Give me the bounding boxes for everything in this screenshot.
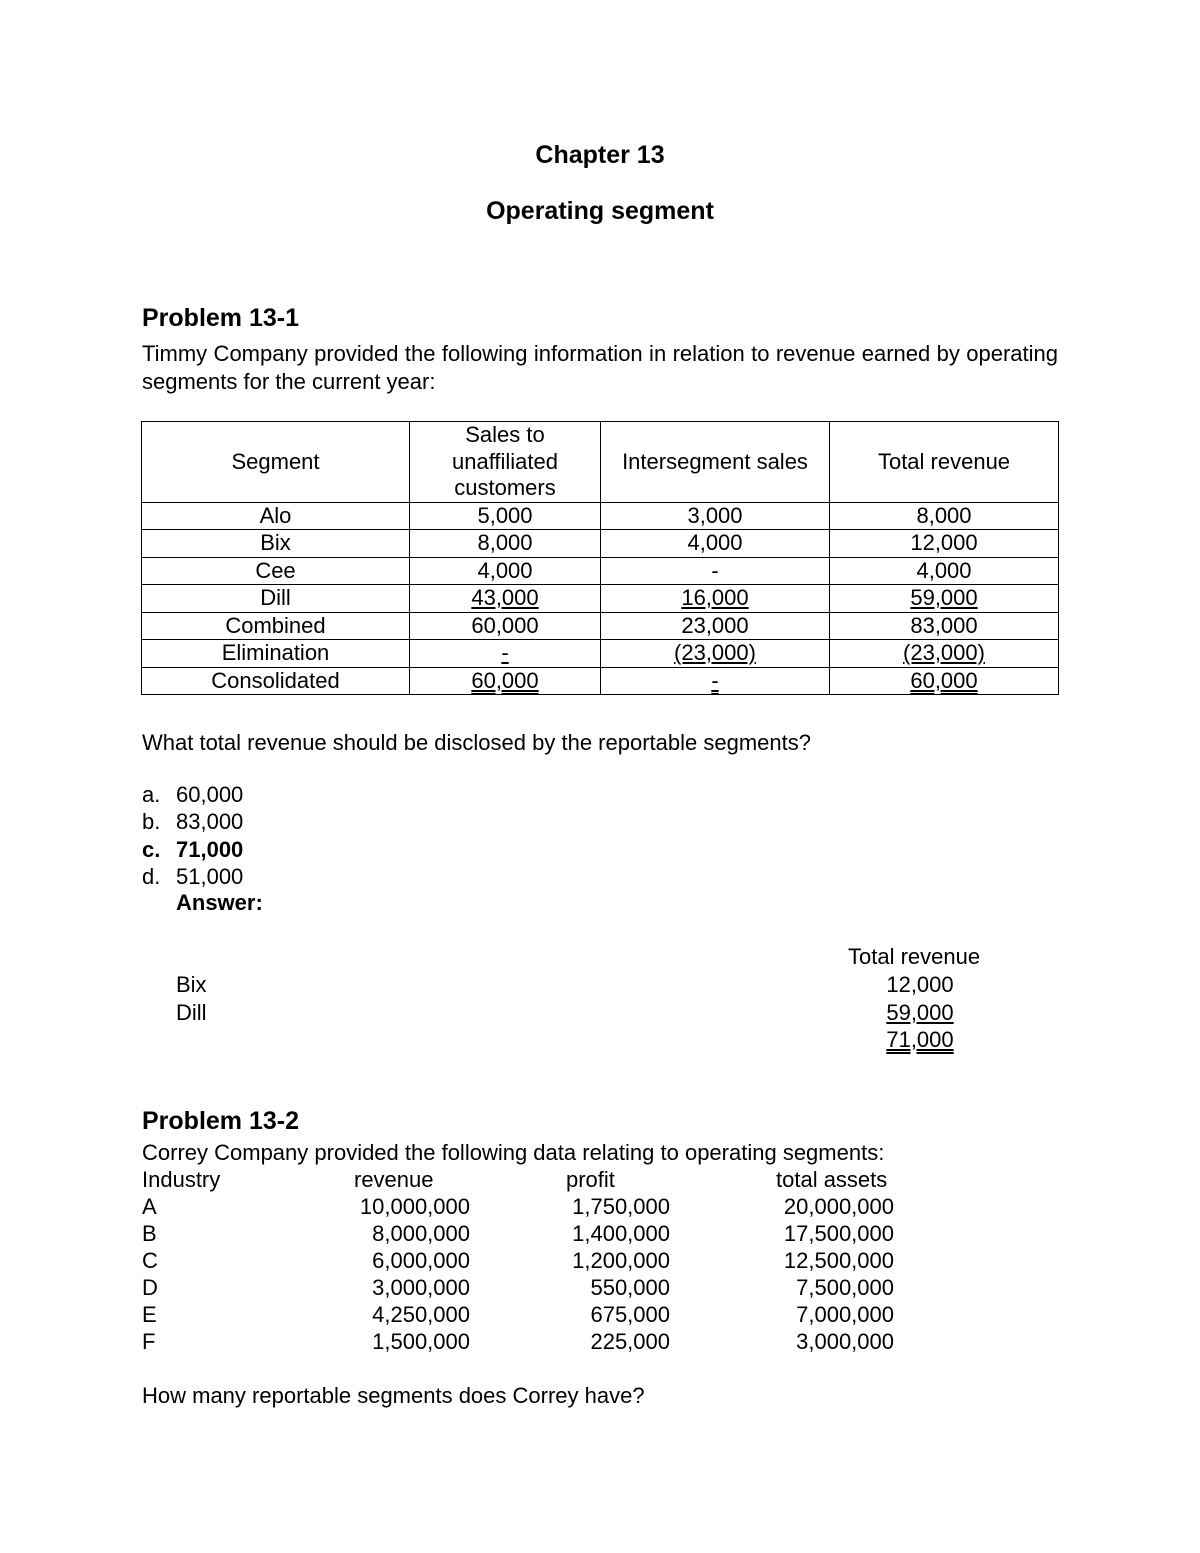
- answer-value-underlined: 59,000: [886, 1000, 954, 1025]
- cell-value: 59,000: [910, 585, 978, 610]
- problem-1-intro: Timmy Company provided the following information in relation to revenue earned by operating segments for the current year:: [142, 341, 1058, 394]
- cell-intersegment: [601, 640, 830, 668]
- cell-total: 4,000: [830, 557, 1059, 585]
- answer-choices: [142, 781, 243, 891]
- cell-intersegment: -: [601, 557, 830, 585]
- industry-profit: 225,000: [590, 1329, 670, 1354]
- answer-row-name: Bix: [176, 972, 207, 997]
- industry-profit: 1,400,000: [572, 1221, 670, 1246]
- problem-2-question: How many reportable segments does Correy have?: [142, 1383, 645, 1408]
- industry-assets: 20,000,000: [783, 1194, 894, 1219]
- cell-segment: Bix: [142, 530, 410, 558]
- header-revenue: revenue: [354, 1167, 434, 1192]
- cell-sales: 8,000: [410, 530, 601, 558]
- table-row: [142, 640, 1059, 668]
- answer-column-header: Total revenue: [848, 944, 981, 969]
- industry-name: D: [142, 1275, 158, 1300]
- industry-profit: 550,000: [590, 1275, 670, 1300]
- header-industry: Industry: [142, 1167, 221, 1192]
- cell-intersegment: 3,000: [601, 502, 830, 530]
- answer-total-value: 71,000: [886, 1027, 954, 1052]
- table-row: [142, 585, 1059, 613]
- cell-total: 8,000: [830, 502, 1059, 530]
- industry-revenue: 4,250,000: [372, 1302, 470, 1327]
- choice-label: c.: [142, 836, 161, 862]
- cell-intersegment: 4,000: [601, 530, 830, 558]
- cell-segment: Consolidated: [142, 667, 410, 695]
- cell-value: 43,000: [471, 585, 539, 610]
- segment-revenue-table: [141, 421, 1059, 695]
- industry-revenue: 1,500,000: [372, 1329, 470, 1354]
- industry-assets: 3,000,000: [796, 1329, 894, 1354]
- choice-label: a.: [142, 782, 161, 807]
- chapter-subtitle: Operating segment: [486, 197, 714, 225]
- industry-assets: 17,500,000: [783, 1221, 894, 1246]
- choice-a: [142, 781, 243, 808]
- cell-value: (23,000): [903, 640, 985, 665]
- industry-revenue: 6,000,000: [372, 1248, 470, 1273]
- problem-1-heading: Problem 13-1: [142, 304, 300, 332]
- choice-b: [142, 808, 243, 835]
- cell-value: (23,000): [674, 640, 756, 665]
- answer-label: Answer:: [176, 890, 263, 915]
- answer-row-value: [820, 999, 1020, 1026]
- cell-sales: 5,000: [410, 502, 601, 530]
- industry-name: A: [142, 1194, 157, 1219]
- choice-label: d.: [142, 864, 161, 890]
- industry-name: E: [142, 1302, 157, 1327]
- problem-1-question: What total revenue should be disclosed by the reportable segments?: [142, 730, 811, 755]
- cell-segment: Dill: [142, 585, 410, 613]
- cell-sales: [410, 667, 601, 695]
- cell-value: 60,000: [910, 667, 978, 693]
- header-segment: Segment: [142, 422, 410, 503]
- industry-assets: 12,500,000: [783, 1248, 894, 1273]
- industry-profit: 1,750,000: [572, 1194, 670, 1219]
- answer-total: [820, 1026, 1020, 1053]
- industry-name: F: [142, 1329, 156, 1354]
- table-row: [142, 530, 1059, 558]
- cell-segment: Combined: [142, 612, 410, 640]
- cell-total: [830, 667, 1059, 695]
- industry-assets: 7,000,000: [796, 1302, 894, 1327]
- cell-segment: Elimination: [142, 640, 410, 668]
- industry-profit: 1,200,000: [572, 1248, 670, 1273]
- choice-value: 83,000: [176, 809, 244, 835]
- answer-row-value: 12,000: [886, 972, 954, 997]
- cell-total: 83,000: [830, 612, 1059, 640]
- header-total-revenue: Total revenue: [830, 422, 1059, 503]
- cell-value: 16,000: [681, 585, 749, 610]
- cell-intersegment: [601, 667, 830, 695]
- cell-value: -: [501, 640, 509, 665]
- industry-revenue: 8,000,000: [372, 1221, 470, 1246]
- choice-value: 51,000: [176, 864, 244, 890]
- choice-value: 60,000: [176, 782, 244, 807]
- cell-intersegment: 23,000: [601, 612, 830, 640]
- answer-row-name: Dill: [176, 1000, 207, 1025]
- chapter-title: Chapter 13: [535, 141, 665, 169]
- industry-name: C: [142, 1248, 158, 1273]
- industry-revenue: 10,000,000: [359, 1194, 470, 1219]
- table-row: [142, 557, 1059, 585]
- cell-segment: Cee: [142, 557, 410, 585]
- cell-total: 12,000: [830, 530, 1059, 558]
- table-header-row: [142, 422, 1059, 503]
- problem-2-intro: Correy Company provided the following data relating to operating segments:: [142, 1140, 885, 1165]
- industry-name: B: [142, 1221, 157, 1246]
- header-sales-unaffiliated: Sales to unaffiliated customers: [410, 422, 601, 503]
- cell-sales: [410, 585, 601, 613]
- cell-sales: 4,000: [410, 557, 601, 585]
- choice-d: [142, 863, 243, 890]
- industry-assets: 7,500,000: [796, 1275, 894, 1300]
- cell-value: -: [711, 667, 719, 693]
- industry-profit: 675,000: [590, 1302, 670, 1327]
- cell-sales: 60,000: [410, 612, 601, 640]
- choice-c-correct: [142, 836, 243, 863]
- table-row: [142, 667, 1059, 695]
- problem-2-heading: Problem 13-2: [142, 1107, 300, 1135]
- table-row: [142, 612, 1059, 640]
- industry-revenue: 3,000,000: [372, 1275, 470, 1300]
- cell-sales: [410, 640, 601, 668]
- header-profit: profit: [566, 1167, 615, 1192]
- header-intersegment-sales: Intersegment sales: [601, 422, 830, 503]
- table-row: [142, 502, 1059, 530]
- choice-value: 71,000: [176, 836, 244, 862]
- cell-value: 60,000: [471, 667, 539, 693]
- cell-intersegment: [601, 585, 830, 613]
- header-total-assets: total assets: [776, 1167, 888, 1192]
- cell-total: [830, 585, 1059, 613]
- choice-label: b.: [142, 809, 161, 835]
- cell-segment: Alo: [142, 502, 410, 530]
- cell-total: [830, 640, 1059, 668]
